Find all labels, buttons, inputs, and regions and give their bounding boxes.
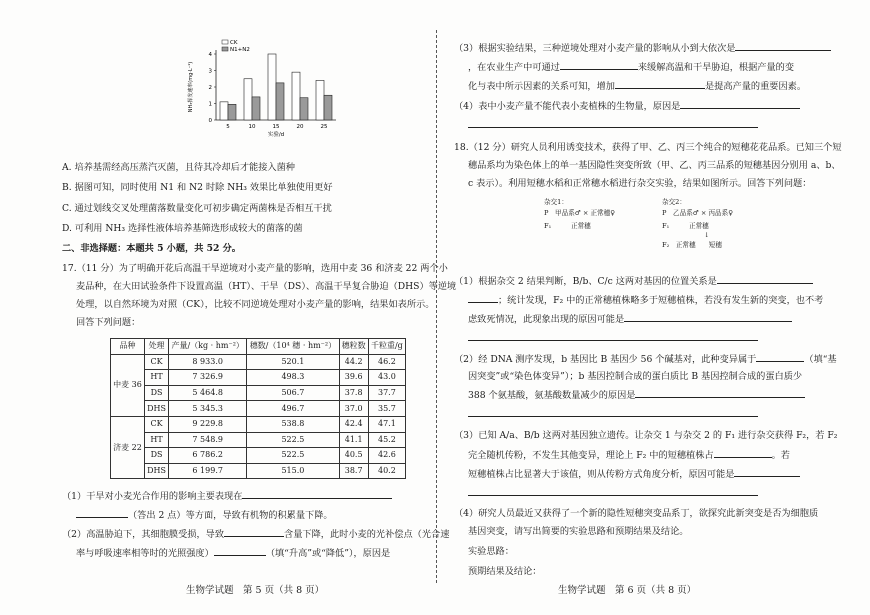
q17-part2-text: （2）高温胁迫下，其细胞膜受损，导致 bbox=[62, 529, 225, 540]
q17-part2-line2 bbox=[76, 546, 390, 561]
cell: 5 464.8 bbox=[169, 385, 247, 401]
page-6 bbox=[448, 0, 842, 615]
bar-n1n2 bbox=[324, 95, 332, 120]
x-tick-label: 15 bbox=[272, 124, 280, 130]
table-row bbox=[111, 432, 406, 448]
q18-part2-line3 bbox=[468, 388, 805, 403]
q18-part3-text: 短穗植株占比显著大于该值，则从传粉方式角度分析，原因可能是 bbox=[468, 469, 735, 480]
table-row bbox=[111, 448, 406, 464]
cell: 42.6 bbox=[368, 448, 405, 464]
cell: 538.8 bbox=[247, 416, 339, 432]
page-footer-right: 生物学试题 第 6 页（共 8 页） bbox=[558, 585, 697, 596]
q18-part2-line1 bbox=[454, 352, 837, 367]
bar-ck bbox=[220, 102, 228, 120]
answer-blank[interactable] bbox=[214, 546, 266, 556]
q17-part2-text: （填“升高”或“降低”），原因是 bbox=[265, 548, 391, 559]
y-tick-label: 1 bbox=[208, 101, 212, 108]
q18-part1-line2 bbox=[468, 293, 823, 308]
q17-part1-text: （1）干旱对小麦光合作用的影响主要表现在 bbox=[62, 491, 243, 502]
cell: 8 933.0 bbox=[169, 354, 247, 370]
cell: 9 229.8 bbox=[169, 416, 247, 432]
cell: 46.2 bbox=[368, 354, 405, 370]
table-row bbox=[111, 354, 406, 370]
answer-blank[interactable] bbox=[468, 486, 758, 496]
cell: DS bbox=[145, 385, 169, 401]
q18-part1-line4 bbox=[468, 331, 758, 346]
cell: 39.6 bbox=[339, 370, 368, 386]
bar-ck bbox=[244, 79, 252, 120]
answer-blank[interactable] bbox=[734, 467, 800, 477]
answer-blank[interactable] bbox=[468, 407, 758, 417]
y-tick-label: 0 bbox=[208, 118, 212, 124]
cell: HT bbox=[145, 370, 169, 386]
cross-diagram bbox=[544, 198, 764, 264]
q18-part2-text: （2）经 DNA 测序发现，b 基因比 B 基因少 56 个碱基对，此种变异属于 bbox=[454, 354, 757, 365]
cell: 47.1 bbox=[368, 416, 405, 432]
cross2-label: 杂交2： bbox=[662, 198, 686, 206]
cell: DHS bbox=[145, 401, 169, 417]
x-tick-label: 20 bbox=[296, 124, 304, 130]
cell: DHS bbox=[145, 463, 169, 479]
answer-blank[interactable] bbox=[714, 448, 772, 458]
cell: 45.2 bbox=[368, 432, 405, 448]
cell: 496.7 bbox=[247, 401, 339, 417]
cell: DS bbox=[145, 448, 169, 464]
cell: 498.3 bbox=[247, 370, 339, 386]
bar-ck bbox=[292, 72, 300, 120]
legend-label: N1+N2 bbox=[230, 47, 250, 53]
q18-part3-line2 bbox=[468, 448, 790, 463]
cell: 522.5 bbox=[247, 432, 339, 448]
q18-stem-line3: c 表示）。利用短穗水稻和正常穗水稻进行杂交实验，结果如图所示。回答下列问题： bbox=[468, 178, 812, 189]
q17-stem-line1: 17.（11 分）为了明确开花后高温干旱逆境对小麦产量的影响，选用中麦 36 和济麦 22 两个小 bbox=[62, 263, 448, 274]
answer-blank[interactable] bbox=[615, 79, 705, 89]
answer-blank[interactable] bbox=[717, 274, 813, 284]
x-tick-label: 5 bbox=[226, 124, 230, 130]
q18-part1-line3 bbox=[468, 312, 792, 327]
x-tick-label: 10 bbox=[248, 124, 256, 130]
q17-part3-line2 bbox=[468, 60, 794, 75]
page-footer-left: 生物学试题 第 5 页（共 8 页） bbox=[186, 585, 325, 596]
cross1-f1: F₁ 正常穗 bbox=[544, 222, 591, 230]
cell: 6 786.2 bbox=[169, 448, 247, 464]
cell: 522.5 bbox=[247, 448, 339, 464]
cell: 7 548.9 bbox=[169, 432, 247, 448]
option-d: D. 可利用 NH₃ 选择性液体培养基筛选形成较大的菌落的菌 bbox=[62, 223, 303, 234]
q18-part3-text: 完全随机传粉，不发生其他变异，理论上 F₂ 中的短穗植株占 bbox=[468, 450, 714, 461]
q18-stem-line2: 穗品系均为染色体上的单一基因隐性突变所致（甲、乙、丙三品系的短穗基因分别用 a、b、 bbox=[468, 160, 841, 171]
answer-blank[interactable] bbox=[224, 527, 284, 537]
q17-stem-line4: 回答下列问题： bbox=[76, 317, 141, 328]
answer-blank[interactable] bbox=[242, 489, 392, 499]
page-5 bbox=[58, 0, 457, 615]
th-spikes: 穗数/（10⁴ 穗 · hm⁻²） bbox=[247, 339, 339, 355]
selfing-arrow: ↓ bbox=[704, 231, 710, 239]
q18-stem-line1: 18.（12 分）研究人员利用诱变技术，获得了甲、乙、丙三个纯合的短穗花花品系。已知三个短 bbox=[454, 142, 842, 153]
th-yield: 产量/（kg · hm⁻²） bbox=[169, 339, 247, 355]
cell: 42.4 bbox=[339, 416, 368, 432]
option-c: C. 通过划线交叉处理菌落数量变化可初步确定两菌株是否相互干扰 bbox=[62, 203, 332, 214]
q18-part3-line4 bbox=[468, 486, 758, 501]
yield-table bbox=[110, 338, 406, 479]
cell: 35.7 bbox=[368, 401, 405, 417]
q17-part3-line1 bbox=[454, 41, 831, 56]
table-row bbox=[111, 385, 406, 401]
q18-part4-line2: 基因突变，请写出简要的实验思路和预期结果及结论。 bbox=[468, 526, 689, 537]
cell: 506.7 bbox=[247, 385, 339, 401]
q18-part2-text: 388 个氨基酸，氨基酸数量减少的原因是 bbox=[468, 390, 636, 401]
q18-part2-text: （填“基 bbox=[804, 354, 837, 365]
q17-stem-line2: 麦品种，在大田试验条件下设置高温（HT）、干旱（DS）、高温干旱复合胁迫（DHS）等逆境 bbox=[76, 281, 457, 292]
answer-blank[interactable] bbox=[735, 41, 831, 51]
legend-label: CK bbox=[230, 40, 238, 46]
cell: 7 326.9 bbox=[169, 370, 247, 386]
q17-part2-text: 含量下降，此时小麦的光补偿点（光合速 bbox=[284, 529, 450, 540]
table-row bbox=[111, 463, 406, 479]
cell: 5 345.3 bbox=[169, 401, 247, 417]
cell: 37.7 bbox=[368, 385, 405, 401]
q18-part3-text: 。若 bbox=[771, 450, 790, 461]
q17-part3-text: 化与表中所示因素的关系可知，增加 bbox=[468, 81, 615, 92]
cell: 43.0 bbox=[368, 370, 405, 386]
q18-part3-line3 bbox=[468, 467, 800, 482]
q17-part1-text: （答出 2 点）等方面，导致有机物的积累量下降。 bbox=[128, 510, 333, 521]
cell: HT bbox=[145, 432, 169, 448]
q17-part4-line2 bbox=[468, 118, 758, 133]
q18-part4-line1: （4）研究人员最近又获得了一个新的隐性短穗突变品系丁，欲探究此新突变是否为细胞质 bbox=[454, 508, 819, 519]
cell: 6 199.7 bbox=[169, 463, 247, 479]
bar-n1n2 bbox=[276, 83, 284, 120]
x-tick-label: 25 bbox=[320, 124, 328, 130]
q17-part3-text: ，在农业生产中可通过 bbox=[468, 62, 560, 73]
table-row bbox=[111, 370, 406, 386]
y-axis-label: NH₃挥发速率(mg·L⁻¹) bbox=[188, 61, 194, 113]
q17-stem-line3: 处理，以自然环境为对照（CK），比较不同逆境处理对小麦产量的影响，结果如表所示。 bbox=[76, 299, 435, 310]
answer-blank[interactable] bbox=[76, 508, 128, 518]
cell: 520.1 bbox=[247, 354, 339, 370]
variety-cell: 济麦 22 bbox=[111, 416, 145, 478]
q17-part1-line1 bbox=[62, 489, 392, 504]
th-grains: 穗粒数 bbox=[339, 339, 368, 355]
y-tick-label: 2 bbox=[208, 85, 212, 91]
legend-swatch bbox=[222, 40, 228, 44]
answer-blank[interactable] bbox=[560, 60, 638, 70]
bar-n1n2 bbox=[228, 104, 236, 120]
cell: CK bbox=[145, 354, 169, 370]
cell: 515.0 bbox=[247, 463, 339, 479]
cell: 37.8 bbox=[339, 385, 368, 401]
th-variety: 品种 bbox=[111, 339, 145, 355]
answer-blank[interactable] bbox=[680, 99, 800, 109]
cross2-parents: P 乙品系♂ × 丙品系♀ bbox=[662, 209, 734, 217]
experiment-idea-label: 实验思路： bbox=[468, 546, 514, 557]
section-heading: 二、非选择题：本题共 5 小题，共 52 分。 bbox=[62, 243, 241, 254]
answer-blank[interactable] bbox=[756, 352, 804, 362]
bar-ck bbox=[316, 80, 324, 120]
cell: 44.2 bbox=[339, 354, 368, 370]
variety-cell: 中麦 36 bbox=[111, 354, 145, 416]
q18-part2-line4 bbox=[468, 407, 758, 422]
y-tick-label: 3 bbox=[208, 68, 212, 75]
column-divider bbox=[436, 30, 437, 583]
q17-part3-text: 来缓解高温和干旱胁迫，根据产量的变 bbox=[637, 62, 795, 73]
cell: 38.7 bbox=[339, 463, 368, 479]
q18-part2-line2: 因突变”或“染色体变异”）；b 基因控制合成的蛋白质比 B 基因控制合成的蛋白质少 bbox=[468, 371, 803, 382]
table-header-row bbox=[111, 339, 406, 355]
cell: 41.1 bbox=[339, 432, 368, 448]
q17-part3-line3 bbox=[468, 79, 806, 94]
q17-part2-line1 bbox=[62, 527, 449, 542]
q18-part1-text: （1）根据杂交 2 结果判断，B/b、C/c 这两对基因的位置关系是 bbox=[454, 276, 717, 287]
bar-n1n2 bbox=[252, 97, 260, 120]
table-row bbox=[111, 416, 406, 432]
q18-part3-line1: （3）已知 A/a、B/b 这两对基因独立遗传。让杂交 1 与杂交 2 的 F₁ 进行杂交获得 F₂，若 F₂ bbox=[454, 430, 838, 441]
q18-part1-line1 bbox=[454, 274, 813, 289]
answer-blank[interactable] bbox=[468, 293, 498, 303]
q17-part2-text: 率与呼吸速率相等时的光照强度） bbox=[76, 548, 214, 559]
answer-blank[interactable] bbox=[624, 312, 792, 322]
cell: 37.0 bbox=[339, 401, 368, 417]
cell: 40.5 bbox=[339, 448, 368, 464]
cross1-label: 杂交1： bbox=[544, 198, 568, 206]
th-treatment: 处理 bbox=[145, 339, 169, 355]
q17-part3-text: 是提高产量的重要因素。 bbox=[705, 81, 807, 92]
answer-blank[interactable] bbox=[635, 388, 805, 398]
y-tick-label: 4 bbox=[208, 52, 212, 58]
expected-result-label: 预期结果及结论： bbox=[468, 566, 542, 577]
bar-ck bbox=[268, 54, 276, 120]
table-row bbox=[111, 401, 406, 417]
cross1-parents: P 甲品系♂ × 正常穗♀ bbox=[544, 209, 616, 217]
x-axis-label: 实验/d bbox=[267, 132, 285, 138]
option-b: B. 据图可知，同时使用 N1 和 N2 时除 NH₃ 效果比单独使用更好 bbox=[62, 182, 333, 193]
cell: 40.2 bbox=[368, 463, 405, 479]
legend-swatch bbox=[222, 47, 228, 51]
th-weight: 千粒重/g bbox=[368, 339, 405, 355]
cell: CK bbox=[145, 416, 169, 432]
q18-part1-text: 虑致死情况，此现象出现的原因可能是 bbox=[468, 314, 625, 325]
q17-part3-text: （3）根据实验结果，三种逆境处理对小麦产量的影响从小到大依次是 bbox=[454, 43, 736, 54]
q17-part4-text: （4）表中小麦产量不能代表小麦植株的生物量，原因是 bbox=[454, 101, 681, 112]
q17-part4-line1 bbox=[454, 99, 800, 114]
cross2-f1: F₁ 正常穗 bbox=[662, 222, 709, 230]
q18-part1-text: ；统计发现，F₂ 中的正常穗植株略多于短穗植株，若没有发生新的突变，也不考 bbox=[498, 295, 824, 306]
answer-blank[interactable] bbox=[468, 331, 758, 341]
bar-n1n2 bbox=[300, 98, 308, 120]
cross2-f2: F₂ 正常穗 短穗 bbox=[662, 241, 722, 249]
nh3-bar-chart bbox=[180, 38, 410, 158]
answer-blank[interactable] bbox=[468, 118, 758, 128]
q17-part1-line2 bbox=[76, 508, 333, 523]
option-a: A. 培养基需经高压蒸汽灭菌，且待其冷却后才能接入菌种 bbox=[62, 162, 295, 173]
